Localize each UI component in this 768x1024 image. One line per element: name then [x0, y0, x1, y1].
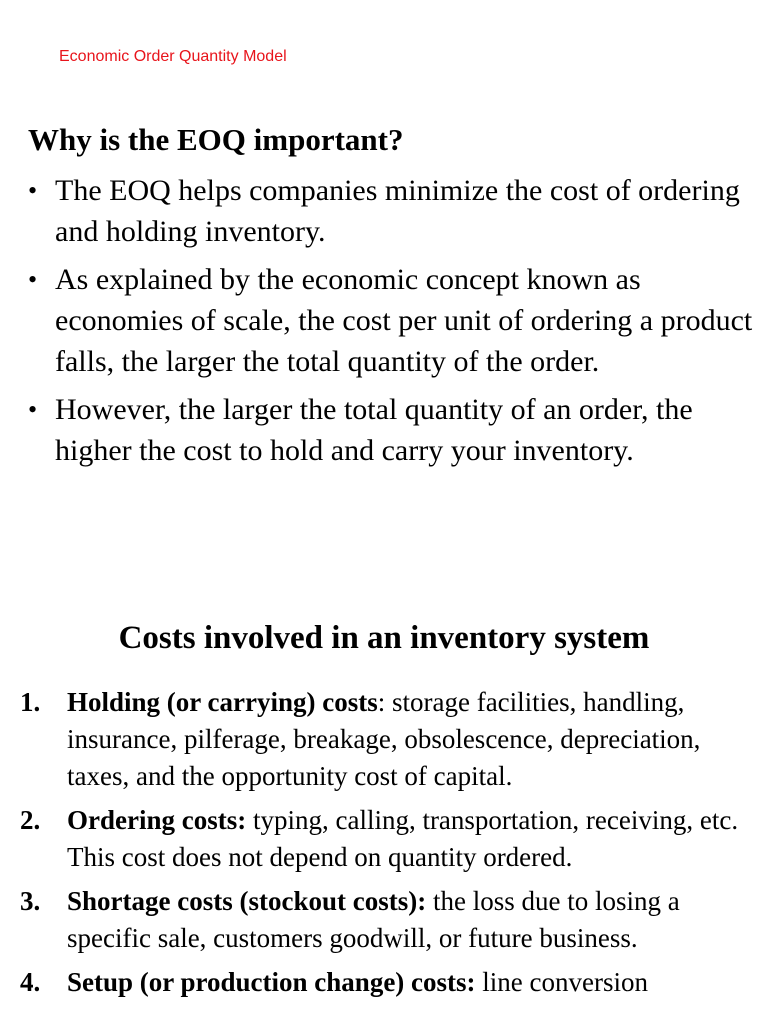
cost-description: typing, calling, transportation, receiving, etc. This cost does not depend on quantity ordered. — [67, 805, 739, 872]
list-item — [20, 684, 758, 795]
list-item — [28, 389, 753, 471]
item-number: 2. — [20, 805, 41, 835]
bullet-text: As explained by the economic concept known as economies of scale, the cost per unit of ordering a product falls, the larger the total quantity of the order. — [55, 263, 753, 378]
bullet-icon: • — [28, 176, 38, 205]
list-item — [28, 259, 753, 382]
item-number: 4. — [20, 967, 41, 997]
inventory-costs-list — [20, 684, 758, 1008]
page-header-title: Economic Order Quantity Model — [59, 48, 287, 65]
list-item — [20, 883, 758, 957]
cost-term: Setup (or production change) costs: — [67, 967, 476, 997]
eoq-bullet-list — [28, 170, 753, 478]
bullet-text: However, the larger the total quantity of an order, the higher the cost to hold and carry your inventory. — [55, 393, 693, 467]
bullet-icon: • — [28, 265, 38, 294]
bullet-text: The EOQ helps companies minimize the cost of ordering and holding inventory. — [55, 174, 740, 248]
item-number: 3. — [20, 886, 41, 916]
item-number: 1. — [20, 687, 41, 717]
cost-description: line conversion — [475, 967, 648, 997]
bullet-icon: • — [28, 395, 38, 424]
cost-term: Shortage costs (stockout costs): — [67, 886, 427, 916]
cost-term: Holding (or carrying) costs — [67, 687, 378, 717]
list-item — [20, 964, 758, 1001]
list-item — [20, 802, 758, 876]
cost-description: the loss due to losing a specific sale, customers goodwill, or future business. — [67, 886, 680, 953]
list-item — [28, 170, 753, 252]
section-heading-eoq-importance: Why is the EOQ important? — [28, 122, 404, 157]
cost-term: Ordering costs: — [67, 805, 247, 835]
cost-description: : storage facilities, handling, insurance, pilferage, breakage, obsolescence, depreciation, taxes, and the opportunity cost of capital. — [67, 687, 701, 791]
section-heading-inventory-costs: Costs involved in an inventory system — [118, 620, 650, 656]
